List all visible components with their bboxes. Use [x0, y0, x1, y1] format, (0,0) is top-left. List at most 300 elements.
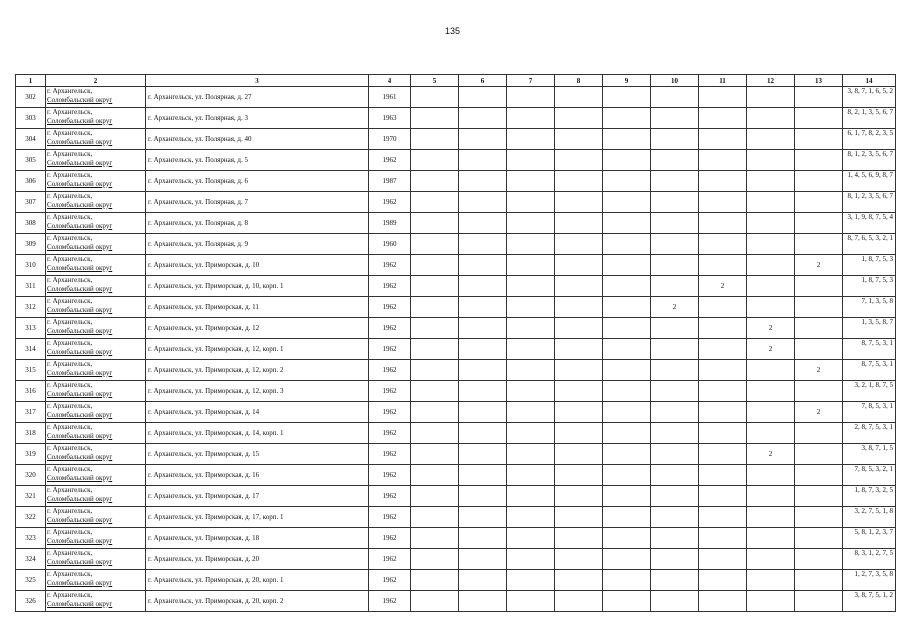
- value-cell-11: [699, 381, 747, 402]
- value-cell-12: [747, 108, 795, 129]
- value-cell-10: [651, 381, 699, 402]
- row-number-cell: 310: [16, 255, 46, 276]
- value-cell-10: 2: [651, 297, 699, 318]
- value-cell-5: [411, 192, 459, 213]
- value-cell-9: [603, 108, 651, 129]
- value-cell-9: [603, 423, 651, 444]
- address-cell: г. Архангельск, ул. Приморская, д. 20, корп. 1: [146, 570, 369, 591]
- value-cell-8: [555, 486, 603, 507]
- value-cell-8: [555, 87, 603, 108]
- table-row: [16, 591, 896, 612]
- district-line-1: г. Архангельск,: [47, 129, 93, 137]
- value-cell-9: [603, 150, 651, 171]
- district-line-2: Соломбальский округ: [47, 221, 113, 230]
- value-cell-11: [699, 339, 747, 360]
- district-line-2: Соломбальский округ: [47, 116, 113, 125]
- code-cell: 1, 2, 7, 3, 5, 8: [843, 570, 896, 591]
- year-cell: 1962: [369, 570, 411, 591]
- table-row: [16, 129, 896, 150]
- table-row: [16, 192, 896, 213]
- value-cell-5: [411, 234, 459, 255]
- value-cell-8: [555, 192, 603, 213]
- value-cell-6: [459, 276, 507, 297]
- value-cell-8: [555, 591, 603, 612]
- row-number-cell: 313: [16, 318, 46, 339]
- value-cell-7: [507, 297, 555, 318]
- value-cell-12: [747, 465, 795, 486]
- value-cell-8: [555, 570, 603, 591]
- value-cell-5: [411, 108, 459, 129]
- district-line-1: г. Архангельск,: [47, 255, 93, 263]
- column-header: 7: [507, 75, 555, 87]
- value-cell-9: [603, 465, 651, 486]
- value-cell-12: [747, 213, 795, 234]
- row-number-cell: 317: [16, 402, 46, 423]
- value-cell-13: [795, 591, 843, 612]
- value-cell-6: [459, 486, 507, 507]
- value-cell-9: [603, 213, 651, 234]
- column-header: 6: [459, 75, 507, 87]
- value-cell-10: [651, 171, 699, 192]
- value-cell-9: [603, 444, 651, 465]
- district-line-1: г. Архангельск,: [47, 276, 93, 284]
- value-cell-10: [651, 360, 699, 381]
- value-cell-11: [699, 108, 747, 129]
- value-cell-12: [747, 150, 795, 171]
- value-cell-5: [411, 465, 459, 486]
- value-cell-13: [795, 570, 843, 591]
- value-cell-9: [603, 297, 651, 318]
- value-cell-5: [411, 276, 459, 297]
- value-cell-9: [603, 528, 651, 549]
- district-line-1: г. Архангельск,: [47, 108, 93, 116]
- table-row: [16, 276, 896, 297]
- value-cell-6: [459, 108, 507, 129]
- code-cell: 8, 7, 5, 3, 1: [843, 360, 896, 381]
- value-cell-8: [555, 465, 603, 486]
- district-line-2: Соломбальский округ: [47, 158, 113, 167]
- value-cell-13: [795, 276, 843, 297]
- value-cell-6: [459, 234, 507, 255]
- value-cell-11: [699, 171, 747, 192]
- year-cell: 1962: [369, 507, 411, 528]
- row-number-cell: 323: [16, 528, 46, 549]
- address-cell: г. Архангельск, ул. Полярная, д. 9: [146, 234, 369, 255]
- value-cell-5: [411, 255, 459, 276]
- value-cell-10: [651, 276, 699, 297]
- value-cell-7: [507, 486, 555, 507]
- value-cell-11: [699, 192, 747, 213]
- value-cell-13: [795, 549, 843, 570]
- value-cell-13: [795, 318, 843, 339]
- district-line-2: Соломбальский округ: [47, 473, 113, 482]
- value-cell-13: [795, 87, 843, 108]
- value-cell-13: [795, 150, 843, 171]
- value-cell-11: [699, 444, 747, 465]
- value-cell-7: [507, 318, 555, 339]
- value-cell-13: [795, 213, 843, 234]
- table-row: [16, 528, 896, 549]
- district-cell: [46, 87, 146, 108]
- table-row: [16, 297, 896, 318]
- address-cell: г. Архангельск, ул. Приморская, д. 14: [146, 402, 369, 423]
- value-cell-6: [459, 360, 507, 381]
- table-row: [16, 339, 896, 360]
- year-cell: 1962: [369, 192, 411, 213]
- table-row: [16, 87, 896, 108]
- value-cell-8: [555, 339, 603, 360]
- page-number: 135: [444, 26, 461, 36]
- value-cell-9: [603, 339, 651, 360]
- code-cell: 8, 2, 1, 3, 5, 6, 7: [843, 108, 896, 129]
- value-cell-7: [507, 549, 555, 570]
- value-cell-9: [603, 360, 651, 381]
- value-cell-10: [651, 150, 699, 171]
- district-line-2: Соломбальский округ: [47, 137, 113, 146]
- year-cell: 1962: [369, 402, 411, 423]
- code-cell: 7, 8, 5, 3, 2, 1: [843, 465, 896, 486]
- value-cell-11: [699, 297, 747, 318]
- value-cell-8: [555, 108, 603, 129]
- column-header: 13: [795, 75, 843, 87]
- code-cell: 8, 3, 1, 2, 7, 5: [843, 549, 896, 570]
- value-cell-9: [603, 87, 651, 108]
- value-cell-6: [459, 171, 507, 192]
- value-cell-12: [747, 171, 795, 192]
- value-cell-8: [555, 297, 603, 318]
- district-line-2: Соломбальский округ: [47, 515, 113, 524]
- district-line-1: г. Архангельск,: [47, 528, 93, 536]
- value-cell-11: [699, 591, 747, 612]
- value-cell-5: [411, 213, 459, 234]
- district-line-1: г. Архангельск,: [47, 339, 93, 347]
- value-cell-6: [459, 87, 507, 108]
- value-cell-13: [795, 465, 843, 486]
- year-cell: 1962: [369, 276, 411, 297]
- code-cell: 1, 8, 7, 5, 3: [843, 255, 896, 276]
- district-cell: [46, 234, 146, 255]
- district-line-1: г. Архангельск,: [47, 423, 93, 431]
- district-cell: [46, 507, 146, 528]
- district-line-1: г. Архангельск,: [47, 381, 93, 389]
- value-cell-11: [699, 549, 747, 570]
- district-line-1: г. Архангельск,: [47, 234, 93, 242]
- year-cell: 1962: [369, 591, 411, 612]
- value-cell-8: [555, 171, 603, 192]
- district-line-1: г. Архангельск,: [47, 318, 93, 326]
- district-line-2: Соломбальский округ: [47, 242, 113, 251]
- district-cell: [46, 108, 146, 129]
- code-cell: 7, 8, 5, 3, 1: [843, 402, 896, 423]
- value-cell-7: [507, 444, 555, 465]
- value-cell-12: [747, 192, 795, 213]
- district-line-1: г. Архангельск,: [47, 591, 93, 599]
- column-header: 2: [46, 75, 146, 87]
- year-cell: 1963: [369, 108, 411, 129]
- district-line-1: г. Архангельск,: [47, 465, 93, 473]
- value-cell-6: [459, 297, 507, 318]
- table-row: [16, 507, 896, 528]
- column-header: 8: [555, 75, 603, 87]
- value-cell-7: [507, 129, 555, 150]
- value-cell-7: [507, 570, 555, 591]
- value-cell-11: [699, 528, 747, 549]
- code-cell: 1, 3, 5, 8, 7: [843, 318, 896, 339]
- district-cell: [46, 381, 146, 402]
- value-cell-5: [411, 549, 459, 570]
- header-row: [16, 75, 896, 87]
- district-cell: [46, 402, 146, 423]
- district-line-2: Соломбальский округ: [47, 431, 113, 440]
- value-cell-10: [651, 108, 699, 129]
- year-cell: 1962: [369, 339, 411, 360]
- district-cell: [46, 276, 146, 297]
- value-cell-13: [795, 297, 843, 318]
- column-header: 14: [843, 75, 896, 87]
- row-number-cell: 309: [16, 234, 46, 255]
- value-cell-7: [507, 213, 555, 234]
- district-cell: [46, 192, 146, 213]
- district-line-1: г. Архангельск,: [47, 507, 93, 515]
- district-line-2: Соломбальский округ: [47, 200, 113, 209]
- district-line-1: г. Архангельск,: [47, 402, 93, 410]
- value-cell-9: [603, 591, 651, 612]
- value-cell-6: [459, 465, 507, 486]
- value-cell-7: [507, 402, 555, 423]
- address-cell: г. Архангельск, ул. Полярная, д. 40: [146, 129, 369, 150]
- year-cell: 1987: [369, 171, 411, 192]
- district-cell: [46, 570, 146, 591]
- row-number-cell: 312: [16, 297, 46, 318]
- code-cell: 3, 8, 7, 1, 5: [843, 444, 896, 465]
- value-cell-8: [555, 150, 603, 171]
- value-cell-11: 2: [699, 276, 747, 297]
- year-cell: 1962: [369, 549, 411, 570]
- value-cell-6: [459, 129, 507, 150]
- address-cell: г. Архангельск, ул. Приморская, д. 16: [146, 465, 369, 486]
- value-cell-8: [555, 381, 603, 402]
- code-cell: 2, 8, 7, 5, 3, 1: [843, 423, 896, 444]
- district-cell: [46, 171, 146, 192]
- address-cell: г. Архангельск, ул. Приморская, д. 12, корп. 3: [146, 381, 369, 402]
- value-cell-11: [699, 507, 747, 528]
- row-number-cell: 304: [16, 129, 46, 150]
- value-cell-10: [651, 87, 699, 108]
- value-cell-10: [651, 486, 699, 507]
- row-number-cell: 321: [16, 486, 46, 507]
- code-cell: 8, 7, 6, 5, 3, 2, 1: [843, 234, 896, 255]
- value-cell-8: [555, 213, 603, 234]
- value-cell-7: [507, 528, 555, 549]
- value-cell-6: [459, 423, 507, 444]
- year-cell: 1970: [369, 129, 411, 150]
- year-cell: 1962: [369, 360, 411, 381]
- value-cell-11: [699, 234, 747, 255]
- value-cell-10: [651, 192, 699, 213]
- value-cell-9: [603, 192, 651, 213]
- district-line-2: Соломбальский округ: [47, 578, 113, 587]
- district-line-2: Соломбальский округ: [47, 263, 113, 272]
- value-cell-9: [603, 318, 651, 339]
- value-cell-11: [699, 213, 747, 234]
- district-line-1: г. Архангельск,: [47, 87, 93, 95]
- value-cell-11: [699, 255, 747, 276]
- column-header: 4: [369, 75, 411, 87]
- value-cell-13: [795, 486, 843, 507]
- value-cell-13: [795, 339, 843, 360]
- value-cell-9: [603, 507, 651, 528]
- value-cell-7: [507, 276, 555, 297]
- row-number-cell: 303: [16, 108, 46, 129]
- value-cell-7: [507, 423, 555, 444]
- address-cell: г. Архангельск, ул. Полярная, д. 7: [146, 192, 369, 213]
- address-cell: г. Архангельск, ул. Приморская, д. 10: [146, 255, 369, 276]
- table-row: [16, 444, 896, 465]
- code-cell: 3, 2, 1, 8, 7, 5: [843, 381, 896, 402]
- value-cell-9: [603, 276, 651, 297]
- value-cell-12: [747, 234, 795, 255]
- district-line-2: Соломбальский округ: [47, 557, 113, 566]
- row-number-cell: 322: [16, 507, 46, 528]
- value-cell-11: [699, 318, 747, 339]
- value-cell-6: [459, 402, 507, 423]
- value-cell-10: [651, 318, 699, 339]
- address-cell: г. Архангельск, ул. Полярная, д. 5: [146, 150, 369, 171]
- address-cell: г. Архангельск, ул. Приморская, д. 12, корп. 1: [146, 339, 369, 360]
- value-cell-12: [747, 255, 795, 276]
- value-cell-5: [411, 591, 459, 612]
- address-cell: г. Архангельск, ул. Полярная, д. 6: [146, 171, 369, 192]
- row-number-cell: 311: [16, 276, 46, 297]
- value-cell-12: [747, 486, 795, 507]
- value-cell-11: [699, 87, 747, 108]
- value-cell-5: [411, 318, 459, 339]
- district-cell: [46, 297, 146, 318]
- value-cell-13: [795, 234, 843, 255]
- value-cell-12: [747, 591, 795, 612]
- row-number-cell: 308: [16, 213, 46, 234]
- value-cell-10: [651, 234, 699, 255]
- value-cell-10: [651, 549, 699, 570]
- value-cell-7: [507, 255, 555, 276]
- address-cell: г. Архангельск, ул. Приморская, д. 20: [146, 549, 369, 570]
- table-row: [16, 234, 896, 255]
- value-cell-5: [411, 570, 459, 591]
- code-cell: 8, 7, 5, 3, 1: [843, 339, 896, 360]
- value-cell-13: [795, 192, 843, 213]
- value-cell-6: [459, 444, 507, 465]
- column-header: 9: [603, 75, 651, 87]
- address-cell: г. Архангельск, ул. Приморская, д. 14, корп. 1: [146, 423, 369, 444]
- address-cell: г. Архангельск, ул. Приморская, д. 20, корп. 2: [146, 591, 369, 612]
- table-row: [16, 255, 896, 276]
- column-header: 5: [411, 75, 459, 87]
- column-header: 1: [16, 75, 46, 87]
- district-line-1: г. Архангельск,: [47, 213, 93, 221]
- district-cell: [46, 318, 146, 339]
- table-row: [16, 465, 896, 486]
- value-cell-6: [459, 192, 507, 213]
- district-line-2: Соломбальский округ: [47, 95, 113, 104]
- value-cell-6: [459, 528, 507, 549]
- value-cell-10: [651, 129, 699, 150]
- row-number-cell: 324: [16, 549, 46, 570]
- code-cell: 3, 1, 9, 8, 7, 5, 4: [843, 213, 896, 234]
- value-cell-10: [651, 444, 699, 465]
- address-cell: г. Архангельск, ул. Приморская, д. 11: [146, 297, 369, 318]
- district-line-1: г. Архангельск,: [47, 486, 93, 494]
- row-number-cell: 314: [16, 339, 46, 360]
- table-row: [16, 570, 896, 591]
- value-cell-13: 2: [795, 402, 843, 423]
- value-cell-9: [603, 255, 651, 276]
- value-cell-7: [507, 591, 555, 612]
- row-number-cell: 325: [16, 570, 46, 591]
- district-cell: [46, 528, 146, 549]
- district-cell: [46, 549, 146, 570]
- value-cell-5: [411, 150, 459, 171]
- value-cell-6: [459, 549, 507, 570]
- value-cell-5: [411, 486, 459, 507]
- district-cell: [46, 255, 146, 276]
- value-cell-5: [411, 87, 459, 108]
- value-cell-11: [699, 423, 747, 444]
- value-cell-13: [795, 528, 843, 549]
- value-cell-13: [795, 108, 843, 129]
- table-row: [16, 360, 896, 381]
- value-cell-9: [603, 234, 651, 255]
- value-cell-10: [651, 507, 699, 528]
- value-cell-7: [507, 150, 555, 171]
- value-cell-6: [459, 507, 507, 528]
- value-cell-6: [459, 255, 507, 276]
- value-cell-12: [747, 507, 795, 528]
- value-cell-11: [699, 360, 747, 381]
- value-cell-9: [603, 402, 651, 423]
- district-line-2: Соломбальский округ: [47, 179, 113, 188]
- value-cell-10: [651, 465, 699, 486]
- district-line-1: г. Архангельск,: [47, 570, 93, 578]
- row-number-cell: 305: [16, 150, 46, 171]
- value-cell-13: [795, 381, 843, 402]
- value-cell-10: [651, 570, 699, 591]
- year-cell: 1962: [369, 381, 411, 402]
- code-cell: 3, 2, 7, 5, 1, 8: [843, 507, 896, 528]
- value-cell-6: [459, 339, 507, 360]
- district-cell: [46, 129, 146, 150]
- value-cell-10: [651, 339, 699, 360]
- value-cell-9: [603, 549, 651, 570]
- value-cell-9: [603, 381, 651, 402]
- value-cell-8: [555, 549, 603, 570]
- district-line-2: Соломбальский округ: [47, 599, 113, 608]
- value-cell-5: [411, 507, 459, 528]
- column-header: 3: [146, 75, 369, 87]
- value-cell-8: [555, 234, 603, 255]
- table-row: [16, 486, 896, 507]
- value-cell-13: [795, 507, 843, 528]
- value-cell-7: [507, 339, 555, 360]
- value-cell-8: [555, 528, 603, 549]
- value-cell-5: [411, 528, 459, 549]
- district-line-2: Соломбальский округ: [47, 536, 113, 545]
- value-cell-5: [411, 171, 459, 192]
- district-line-2: Соломбальский округ: [47, 368, 113, 377]
- table-body: [16, 87, 896, 612]
- value-cell-11: [699, 570, 747, 591]
- row-number-cell: 316: [16, 381, 46, 402]
- value-cell-7: [507, 234, 555, 255]
